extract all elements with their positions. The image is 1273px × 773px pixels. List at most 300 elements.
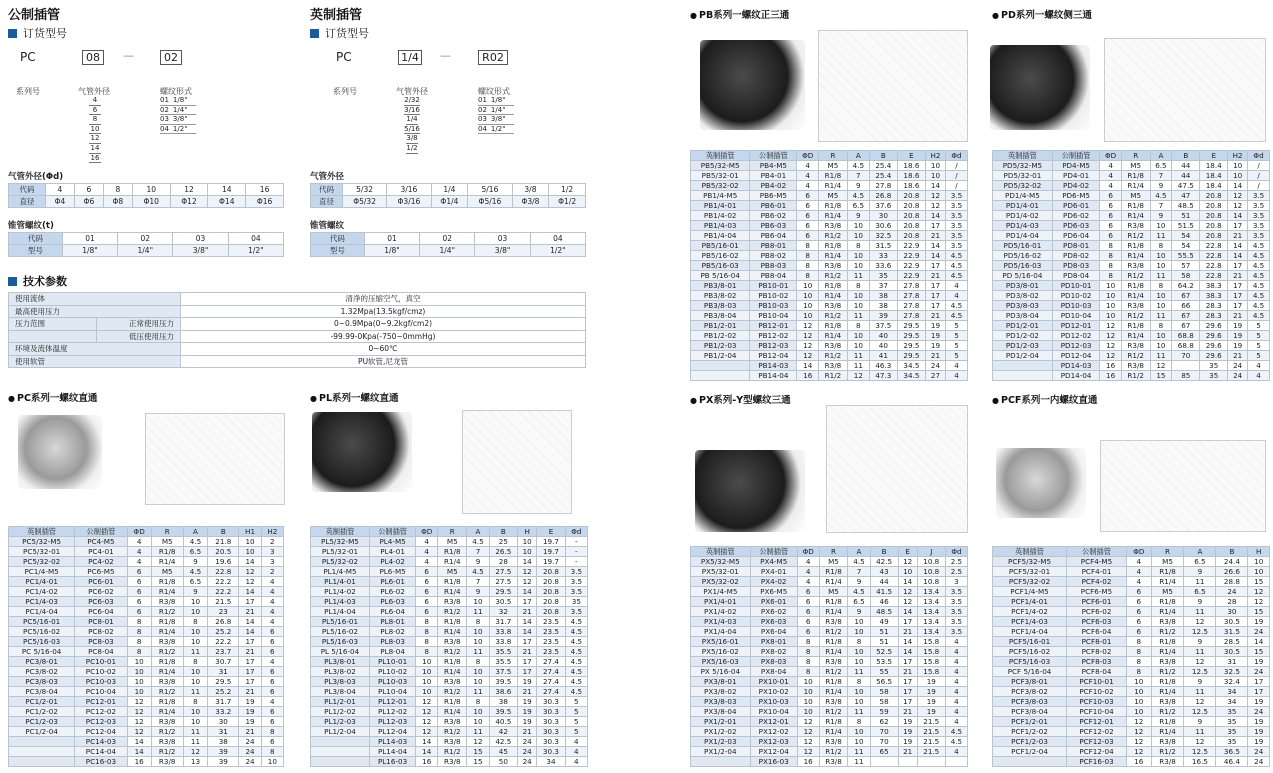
tube-od-option: 5/16	[404, 124, 420, 133]
table-row	[993, 221, 1270, 231]
table-cell: PL10-03	[369, 677, 415, 687]
column-header: H2	[261, 527, 283, 537]
thread-size: 1/4"	[490, 105, 506, 114]
table-cell: 15.8	[917, 657, 945, 667]
table-cell: 67	[1172, 291, 1200, 301]
table-cell: PX3/8-02	[691, 687, 751, 697]
table-cell: 5	[1248, 341, 1270, 351]
table-cell: 4.5	[945, 737, 967, 747]
table-row	[311, 537, 588, 547]
table-cell: PL12-02	[369, 707, 415, 717]
column-header: 公制插管	[750, 547, 797, 557]
pb-title: ● PB系列一螺纹正三通	[690, 7, 789, 21]
table-cell: 10	[1228, 171, 1248, 181]
table-cell: R3/8	[819, 361, 848, 371]
table-cell: 21	[518, 727, 537, 737]
table-cell: 17	[518, 667, 537, 677]
column-header: H	[518, 527, 537, 537]
table-cell: 4.5	[565, 627, 587, 637]
table-cell: R3/8	[438, 757, 467, 767]
table-cell: 15.8	[917, 637, 945, 647]
table-cell: 8	[848, 637, 870, 647]
table-cell: 14	[925, 251, 945, 261]
table-cell: 20.8	[537, 607, 565, 617]
table-cell: 17	[239, 657, 261, 667]
table-cell: PB1/2-01	[691, 321, 750, 331]
thread-code: 01	[478, 96, 487, 104]
thread-type-cell: 1/4"	[118, 245, 173, 257]
table-row	[993, 371, 1270, 381]
table-cell: 15	[1248, 577, 1270, 587]
table-cell: 38	[869, 291, 897, 301]
table-cell: R1/8	[819, 567, 848, 577]
table-cell: 39	[208, 757, 239, 767]
table-cell: 8	[183, 617, 207, 627]
table-cell: R3/8	[1151, 617, 1184, 627]
table-cell: 28	[1216, 597, 1248, 607]
table-cell: 10	[797, 707, 819, 717]
table-cell: 10	[239, 537, 261, 547]
table-cell: 20.8	[897, 231, 925, 241]
table-cell: M5	[438, 567, 467, 577]
table-cell: 20.8	[537, 597, 565, 607]
table-cell: 66	[1172, 301, 1200, 311]
table-cell: PB4-01	[750, 171, 797, 181]
table-row	[993, 707, 1270, 717]
table-cell: 47.5	[1172, 181, 1200, 191]
tech-key: 环境及流体温度	[9, 343, 181, 356]
table-cell: 14	[925, 211, 945, 221]
table-row	[993, 271, 1270, 281]
table-cell: -	[565, 537, 587, 547]
table-cell: PCF10-02	[1067, 687, 1127, 697]
table-cell: 14	[518, 617, 537, 627]
table-cell: PL4-M5	[369, 537, 415, 547]
table-cell: 49	[870, 617, 898, 627]
table-cell: PX1/4-M5	[691, 587, 751, 597]
table-cell: 11	[467, 727, 489, 737]
table-cell: 35	[1216, 707, 1248, 717]
imperial-od-table	[310, 183, 586, 208]
table-cell: 20.8	[1200, 191, 1228, 201]
table-cell: PD8-04	[1052, 271, 1100, 281]
pc-product-photo	[18, 415, 102, 489]
od-dia-cell: Φ12	[170, 196, 208, 208]
od-code-cell: 12	[170, 184, 208, 196]
table-cell: 12	[1150, 361, 1172, 371]
table-cell: 20.8	[897, 201, 925, 211]
thread-option	[478, 125, 514, 135]
table-cell: PX5/32-M5	[691, 557, 751, 567]
table-cell: 6	[261, 627, 283, 637]
table-cell: 7	[848, 567, 870, 577]
table-cell: PX 5/16-04	[691, 667, 751, 677]
table-cell: 70	[870, 727, 898, 737]
px-title: ● PX系列-Y型螺纹三通	[690, 392, 791, 406]
table-cell: PB10-04	[750, 311, 797, 321]
table-row	[993, 321, 1270, 331]
table-cell: 14	[239, 557, 261, 567]
table-row	[9, 647, 284, 657]
thread-code-cell: 03	[173, 233, 228, 245]
table-cell: 11	[847, 351, 869, 361]
table-cell: PD4-M5	[1052, 161, 1100, 171]
table-cell: PC1/2-02	[9, 707, 75, 717]
table-cell: R3/8	[1121, 261, 1150, 271]
table-cell: 10	[847, 291, 869, 301]
table-cell: 4.5	[183, 537, 207, 547]
table-cell: 12	[416, 697, 438, 707]
table-cell: 9	[467, 587, 489, 597]
table-cell: 12	[127, 707, 151, 717]
table-cell: 26.8	[208, 617, 239, 627]
table-row	[993, 281, 1270, 291]
table-row	[9, 697, 284, 707]
od-dia-cell: Φ1/4	[431, 196, 468, 208]
tube-od-option: 14	[90, 143, 100, 152]
thread-size: 3/8"	[490, 115, 506, 124]
column-header: H2	[1228, 151, 1248, 161]
table-cell: 27.4	[537, 667, 565, 677]
table-cell	[691, 361, 750, 371]
thread-type-header: 型号	[311, 245, 365, 257]
table-cell: 19	[925, 341, 945, 351]
table-cell: 28.3	[1200, 311, 1228, 321]
table-cell: PD8-01	[1052, 241, 1100, 251]
table-cell: 13.4	[917, 597, 945, 607]
table-cell: PL5/16-03	[311, 637, 370, 647]
table-cell: 42	[489, 727, 517, 737]
table-cell: R1/4	[438, 557, 467, 567]
table-cell: R1/4	[819, 727, 848, 737]
table-cell: 12	[797, 351, 819, 361]
tech-key	[9, 330, 97, 343]
table-cell: PCF8-02	[1067, 647, 1127, 657]
table-cell: 24	[925, 361, 945, 371]
table-cell: 24	[1248, 747, 1270, 757]
table-cell: 4	[1126, 567, 1151, 577]
table-cell: 19	[917, 697, 945, 707]
table-cell: R1/2	[151, 727, 183, 737]
table-cell: PCF1/2-02	[993, 727, 1067, 737]
table-cell: 12	[1248, 597, 1270, 607]
table-cell: 27.5	[489, 567, 517, 577]
table-cell: 19	[1228, 321, 1248, 331]
table-cell: 30.7	[208, 657, 239, 667]
table-cell: PCF1/4-04	[993, 627, 1067, 637]
table-cell: 26.8	[869, 191, 897, 201]
table-cell: 41	[869, 351, 897, 361]
table-cell: 8	[797, 271, 819, 281]
table-cell: PB1/4-03	[691, 221, 750, 231]
table-cell: 11	[1184, 607, 1216, 617]
od-dia-cell: Φ14	[208, 196, 246, 208]
table-cell: 17	[1228, 221, 1248, 231]
table-row	[691, 627, 968, 637]
table-cell: R3/8	[819, 341, 848, 351]
table-cell: PD5/32-01	[993, 171, 1053, 181]
table-cell: 4	[565, 737, 587, 747]
table-cell: R1/2	[819, 271, 848, 281]
table-cell: 19	[1248, 617, 1270, 627]
metric-thread-table	[8, 232, 284, 257]
table-cell: 20.8	[1200, 231, 1228, 241]
table-cell: 34.5	[897, 361, 925, 371]
table-cell: 3.5	[945, 211, 967, 221]
table-cell: 11	[183, 647, 207, 657]
table-cell: 12	[797, 717, 819, 727]
square-bullet-icon	[310, 29, 319, 38]
table-cell: PX5/16-02	[691, 647, 751, 657]
imperial-model-dash: —	[440, 49, 451, 62]
table-cell: R3/8	[819, 221, 848, 231]
metric-thread-table-title: 锥管螺纹(t)	[8, 221, 54, 231]
table-cell: PL4-01	[369, 547, 415, 557]
table-cell: PD5/16-03	[993, 261, 1053, 271]
table-cell: R1/2	[438, 727, 467, 737]
table-cell: 4	[1248, 371, 1270, 381]
column-header: ΦD	[127, 527, 151, 537]
table-cell: 6	[797, 597, 819, 607]
table-cell: PCF6-02	[1067, 607, 1127, 617]
table-cell: -	[565, 557, 587, 567]
table-cell: 11	[1184, 687, 1216, 697]
table-cell: PB6-04	[750, 231, 797, 241]
table-cell: PL5/32-01	[311, 547, 370, 557]
table-cell: 5	[1248, 321, 1270, 331]
table-cell: PL6-04	[369, 607, 415, 617]
table-cell: PD1/2-03	[993, 341, 1053, 351]
table-cell: 6.5	[183, 577, 207, 587]
table-cell: R1/2	[1151, 627, 1184, 637]
table-cell: PX8-02	[750, 647, 797, 657]
table-cell: 13.4	[917, 627, 945, 637]
column-header: Φd	[565, 527, 587, 537]
table-cell: M5	[819, 191, 848, 201]
table-row	[993, 697, 1270, 707]
table-cell: 35	[1216, 737, 1248, 747]
table-cell: 54	[1172, 231, 1200, 241]
table-cell: PD3/8-02	[993, 291, 1053, 301]
table-cell: 4	[945, 717, 967, 727]
table-cell: 4.5	[848, 587, 870, 597]
od-code-cell: 8	[103, 184, 132, 196]
table-cell: 17	[898, 617, 917, 627]
od-dia-cell: Φ10	[132, 196, 170, 208]
table-cell: 19	[917, 677, 945, 687]
table-cell: PX1/2-03	[691, 737, 751, 747]
table-cell: 29.5	[897, 351, 925, 361]
table-cell: PB6-M5	[750, 191, 797, 201]
table-cell: 4	[565, 757, 587, 767]
table-cell: 14	[518, 557, 537, 567]
pc-dimension-drawing	[145, 413, 285, 505]
table-cell: 15	[1248, 607, 1270, 617]
table-cell: 4	[261, 657, 283, 667]
table-row	[691, 597, 968, 607]
metric-title: 公制插管	[8, 8, 61, 23]
table-cell: 5	[945, 341, 967, 351]
table-cell: 5	[1248, 351, 1270, 361]
table-row	[993, 557, 1270, 567]
table-cell: PB8-03	[750, 261, 797, 271]
table-row	[691, 567, 968, 577]
table-cell: 6	[797, 211, 819, 221]
table-cell: 12	[1184, 697, 1216, 707]
table-row	[691, 587, 968, 597]
table-cell: 19	[1228, 341, 1248, 351]
table-cell: 17	[898, 687, 917, 697]
table-cell: 4.5	[945, 251, 967, 261]
imperial-thread-list	[478, 96, 514, 134]
table-row	[993, 361, 1270, 371]
table-cell: PL5/32-M5	[311, 537, 370, 547]
table-cell: PC12-01	[75, 697, 127, 707]
column-header: 公制插管	[369, 527, 415, 537]
table-cell: 27.4	[537, 687, 565, 697]
table-cell: 6	[797, 221, 819, 231]
column-header: A	[848, 547, 870, 557]
od-code-cell: 16	[246, 184, 284, 196]
table-cell: PX8-01	[750, 637, 797, 647]
table-cell: 8	[416, 637, 438, 647]
imperial-tube-od-label: 气管外径	[396, 87, 428, 96]
table-cell: 19	[518, 707, 537, 717]
table-cell: 18.6	[897, 181, 925, 191]
table-cell: M5	[1151, 557, 1184, 567]
table-cell: PL8-01	[369, 617, 415, 627]
metric-thread-list	[160, 96, 196, 134]
table-cell: R1/8	[1121, 171, 1150, 181]
table-cell: PL1/2-02	[311, 707, 370, 717]
table-cell: 14	[518, 587, 537, 597]
table-cell: 44	[870, 577, 898, 587]
table-cell: PCF12-03	[1067, 737, 1127, 747]
table-cell: 28.5	[1216, 637, 1248, 647]
table-cell: 27.4	[537, 657, 565, 667]
column-header: A	[467, 527, 489, 537]
table-cell: 4	[261, 577, 283, 587]
thread-size: 1/2"	[172, 124, 188, 133]
table-cell: PX12-04	[750, 747, 797, 757]
table-cell: 5	[565, 727, 587, 737]
table-cell: R1/8	[151, 577, 183, 587]
table-cell: PD5/16-02	[993, 251, 1053, 261]
table-cell: 6	[1100, 231, 1122, 241]
table-cell: 24	[1248, 707, 1270, 717]
table-cell: R3/8	[819, 737, 848, 747]
pl-spec-table	[310, 526, 588, 767]
column-header: R	[1121, 151, 1150, 161]
table-cell: 37	[869, 281, 897, 291]
table-row	[993, 637, 1270, 647]
table-cell: 29.5	[897, 341, 925, 351]
table-row	[993, 191, 1270, 201]
thread-type-cell: 3/8"	[475, 245, 530, 257]
od-code-cell: 3/16	[387, 184, 431, 196]
table-cell: 12	[467, 737, 489, 747]
table-row	[993, 627, 1270, 637]
table-cell: PL1/4-03	[311, 597, 370, 607]
column-header: ΦD	[1126, 547, 1151, 557]
column-header: 英制插管	[691, 151, 750, 161]
table-cell: PL16-03	[369, 757, 415, 767]
table-cell: /	[1248, 161, 1270, 171]
table-cell: 4	[797, 567, 819, 577]
table-cell: PC4-02	[75, 557, 127, 567]
table-cell: 10	[1126, 687, 1151, 697]
table-cell: 6	[261, 637, 283, 647]
table-row	[691, 577, 968, 587]
table-cell: R1/8	[819, 637, 848, 647]
table-cell: R1/4	[1151, 727, 1184, 737]
table-cell: 11	[1184, 727, 1216, 737]
table-cell: PB4-02	[750, 181, 797, 191]
table-cell: 4	[1100, 171, 1122, 181]
table-cell: PCF4-02	[1067, 577, 1127, 587]
table-cell: 20.8	[537, 577, 565, 587]
table-cell: 10	[797, 291, 819, 301]
table-cell: 38.3	[1200, 281, 1228, 291]
table-cell: PX10-04	[750, 707, 797, 717]
table-cell: 4	[1100, 181, 1122, 191]
table-cell: 17	[925, 301, 945, 311]
table-cell: PD14-04	[1052, 371, 1100, 381]
table-cell: 17	[898, 697, 917, 707]
table-cell: PB5/32-M5	[691, 161, 750, 171]
table-cell: PCF16-03	[1067, 757, 1127, 767]
table-cell: 10	[797, 311, 819, 321]
table-cell: R1/2	[819, 231, 848, 241]
table-cell: PL3/8-03	[311, 677, 370, 687]
thread-code: 03	[160, 115, 169, 124]
table-row	[311, 747, 588, 757]
table-row	[691, 181, 968, 191]
tube-od-option: 1/4	[406, 115, 418, 124]
table-cell: 9	[1150, 211, 1172, 221]
table-cell: 18.6	[897, 171, 925, 181]
table-cell: 4.5	[945, 311, 967, 321]
table-cell: R1/4	[1121, 251, 1150, 261]
table-cell: R3/8	[438, 637, 467, 647]
table-cell: 12	[416, 727, 438, 737]
table-cell: PC6-01	[75, 577, 127, 587]
thread-code: 04	[160, 124, 169, 133]
pl-title: ● PL系列一螺纹直通	[310, 390, 399, 404]
table-cell: PL1/2-04	[311, 727, 370, 737]
table-cell: R1/8	[819, 171, 848, 181]
thread-code-cell: 02	[118, 233, 173, 245]
table-cell: 6	[261, 687, 283, 697]
table-cell: 30.5	[1216, 647, 1248, 657]
table-row	[311, 707, 588, 717]
metric-order-heading	[8, 25, 67, 41]
table-row	[311, 687, 588, 697]
table-cell: PL10-02	[369, 667, 415, 677]
table-cell: 67	[1172, 311, 1200, 321]
table-cell: PCF5/32-01	[993, 567, 1067, 577]
table-cell: PD1/2-04	[993, 351, 1053, 361]
table-cell: 17	[925, 261, 945, 271]
table-cell: PCF8-03	[1067, 657, 1127, 667]
table-cell: PX6-03	[750, 617, 797, 627]
table-cell: 62	[870, 717, 898, 727]
imperial-order-heading	[310, 25, 369, 41]
table-cell: 6	[261, 677, 283, 687]
table-cell: 3.5	[1248, 201, 1270, 211]
table-cell: 19	[1228, 331, 1248, 341]
table-cell: PB3/8-04	[691, 311, 750, 321]
